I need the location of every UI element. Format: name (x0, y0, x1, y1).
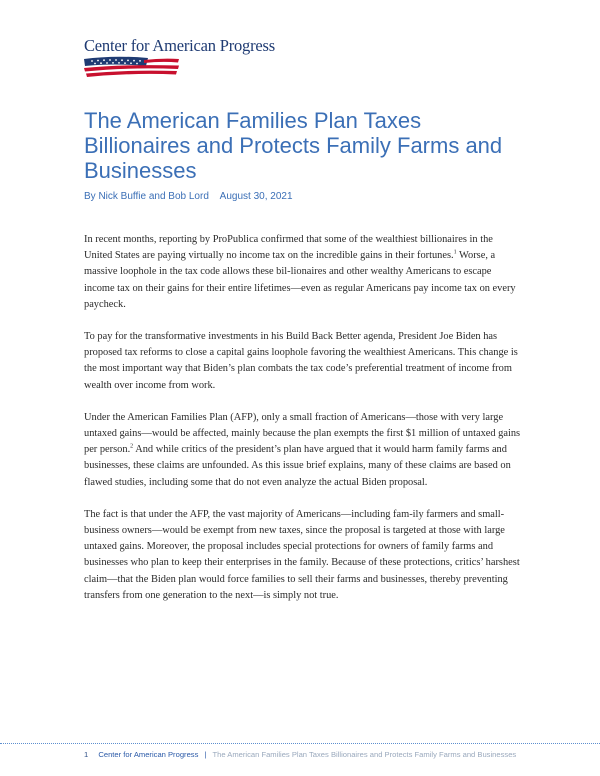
paragraph-3-text-b: And while critics of the president’s plan have argued that it would harm family farms and businesses, these claims are unfounded. As this issue brief explains, many of these claims are based on flawed studies, including some that do not even analyze the actual Biden proposal. (84, 444, 511, 488)
page-title: The American Families Plan Taxes Billionaires and Protects Family Farms and Businesses (84, 108, 503, 183)
paragraph-2: To pay for the transformative investments in his Build Back Better agenda, President Joe Biden has proposed tax reforms to close a capital gains loophole favoring the wealthiest Americans. This change is the most important way that Biden’s plan combats the tax code’s preferential treatment of income from wealth over income from work. (84, 331, 518, 391)
paragraph-1-text-a: In recent months, reporting by ProPublica confirmed that some of the wealthiest billionaires in the United States are paying virtually no income tax on the incredible gains in their fortunes. (84, 234, 493, 262)
logo-wordmark: Center for American Progress (84, 36, 275, 55)
paragraph-4: The fact is that under the AFP, the vast majority of Americans—including fam-ily farmers and small-business owners—would be exempt from new taxes, since the proposal is targeted at those with large untaxed gains. Moreover, the proposal includes special protections for owners of family farms and businesses who plan to keep their enterprises in the family. Because of these protections, critics’ harshest claim—that the Biden plan would force families to sell their farms and businesses, thereby preventing transfers from one generation to the next—is simply not true. (84, 508, 520, 601)
footer-org: Center for American Progress (98, 750, 199, 759)
footer-separator: | (204, 750, 207, 759)
footer-divider (0, 743, 600, 744)
paragraph-1 (84, 232, 522, 313)
cap-logo[interactable] (84, 36, 275, 56)
flag-icon (84, 56, 180, 80)
paragraph-1-text-b: Worse, a massive loophole in the tax code allows these bil-lionaires and other wealthy Americans to escape income tax on their gains for their entire lifetimes—even as regular Americans pay income tax on every paycheck. (84, 250, 516, 310)
byline (84, 191, 293, 202)
paragraph-3-text-a: Under the American Families Plan (AFP), only a small fraction of Americans—those with very large untaxed gains—would be affected, mainly because the plan exempts the first $1 million of untaxed gains per person. (84, 411, 521, 456)
page-footer (84, 750, 516, 759)
footnote-2[interactable]: 2 (130, 443, 134, 450)
page-number: 1 (84, 750, 89, 759)
authors: By Nick Buffie and Bob Lord (84, 191, 209, 202)
publish-date: August 30, 2021 (219, 191, 293, 202)
paragraph-3 (84, 410, 522, 491)
article-body (84, 232, 522, 620)
footnote-1[interactable]: 1 (453, 249, 457, 256)
footer-running-title: The American Families Plan Taxes Billionaires and Protects Family Farms and Businesses (212, 750, 517, 759)
